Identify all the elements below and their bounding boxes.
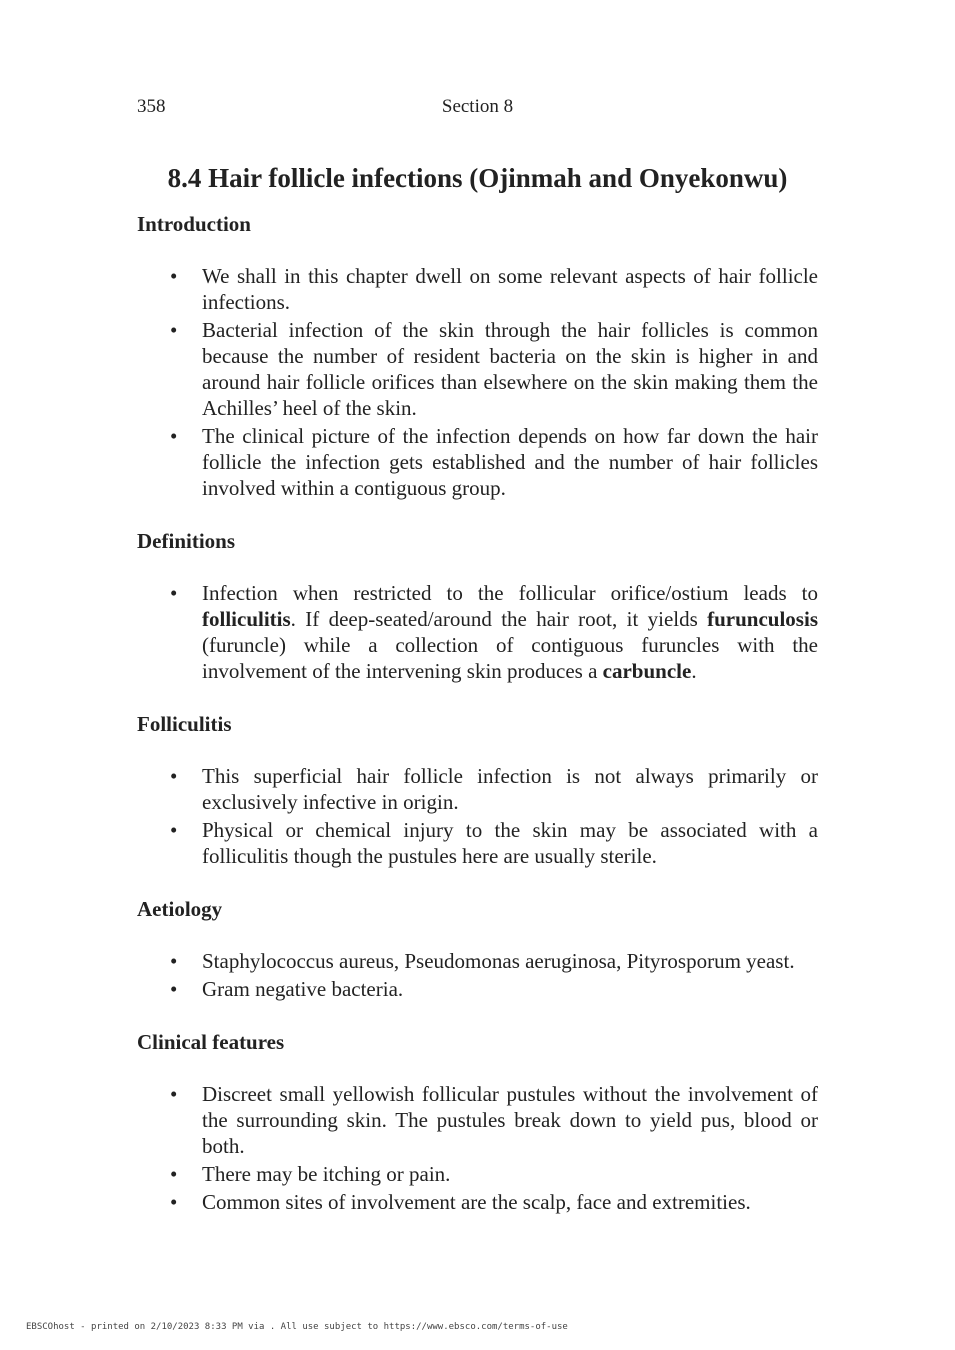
definition-text: . If deep-seated/around the hair root, it yields: [290, 607, 708, 631]
section-label: Section 8: [441, 96, 514, 117]
clinical-features-heading: Clinical features: [137, 1030, 285, 1054]
definition-text: Infection when restricted to the follicular orifice/ostium leads to: [202, 581, 818, 605]
running-header: [137, 96, 818, 122]
list-item: • Bacterial infection of the skin through the hair follicles is common because the number of resident bacteria on the skin is higher in and around hair follicle orifices than elsewhere on the skin making them the Achilles’ heel of the skin.: [137, 317, 818, 421]
aetiology-heading: Aetiology: [137, 897, 223, 921]
definition-text: (furuncle) while a collection of contiguous furuncles with the involvement of the intervening skin produces a: [202, 633, 818, 683]
folliculitis-list: [137, 763, 818, 869]
clinical-features-list: [137, 1081, 818, 1215]
aetiology-section: [137, 895, 818, 1002]
page-content: [137, 160, 818, 1217]
definitions-heading: Definitions: [137, 529, 236, 553]
definitions-section: [137, 527, 818, 684]
list-item: • Discreet small yellowish follicular pustules without the involvement of the surrounding skin. The pustules break down to yield pus, blood or both.: [137, 1081, 818, 1159]
list-item: • We shall in this chapter dwell on some relevant aspects of hair follicle infections.: [137, 263, 818, 315]
list-item: [137, 580, 818, 684]
list-item: • The clinical picture of the infection depends on how far down the hair follicle the infection gets established and the number of hair follicles involved within a contiguous group.: [137, 423, 818, 501]
term-carbuncle: carbuncle: [602, 659, 692, 683]
introduction-section: [137, 210, 818, 501]
folliculitis-section: [137, 710, 818, 869]
term-furunculosis: furunculosis: [707, 607, 818, 631]
definitions-list: [137, 580, 818, 684]
list-item: • Physical or chemical injury to the skin may be associated with a folliculitis though the pustules here are usually sterile.: [137, 817, 818, 869]
folliculitis-heading: Folliculitis: [137, 712, 232, 736]
list-item: • Staphylococcus aureus, Pseudomonas aeruginosa, Pityrosporum yeast.: [137, 948, 818, 974]
term-folliculitis: folliculitis: [202, 607, 291, 631]
clinical-features-section: [137, 1028, 818, 1215]
list-item: • Common sites of involvement are the scalp, face and extremities.: [137, 1189, 818, 1215]
list-item: • This superficial hair follicle infection is not always primarily or exclusively infective in origin.: [137, 763, 818, 815]
chapter-title: 8.4 Hair follicle infections (Ojinmah and Onyekonwu): [167, 163, 788, 193]
page-number: 358: [137, 96, 166, 117]
list-item: • Gram negative bacteria.: [137, 976, 818, 1002]
list-item: • There may be itching or pain.: [137, 1161, 818, 1187]
introduction-heading: Introduction: [137, 212, 251, 236]
introduction-list: [137, 263, 818, 501]
definition-text: .: [691, 659, 697, 683]
print-footer: EBSCOhost - printed on 2/10/2023 8:33 PM via . All use subject to https://www.ebsco.com/terms-of-use: [26, 1322, 568, 1332]
aetiology-list: [137, 948, 818, 1002]
